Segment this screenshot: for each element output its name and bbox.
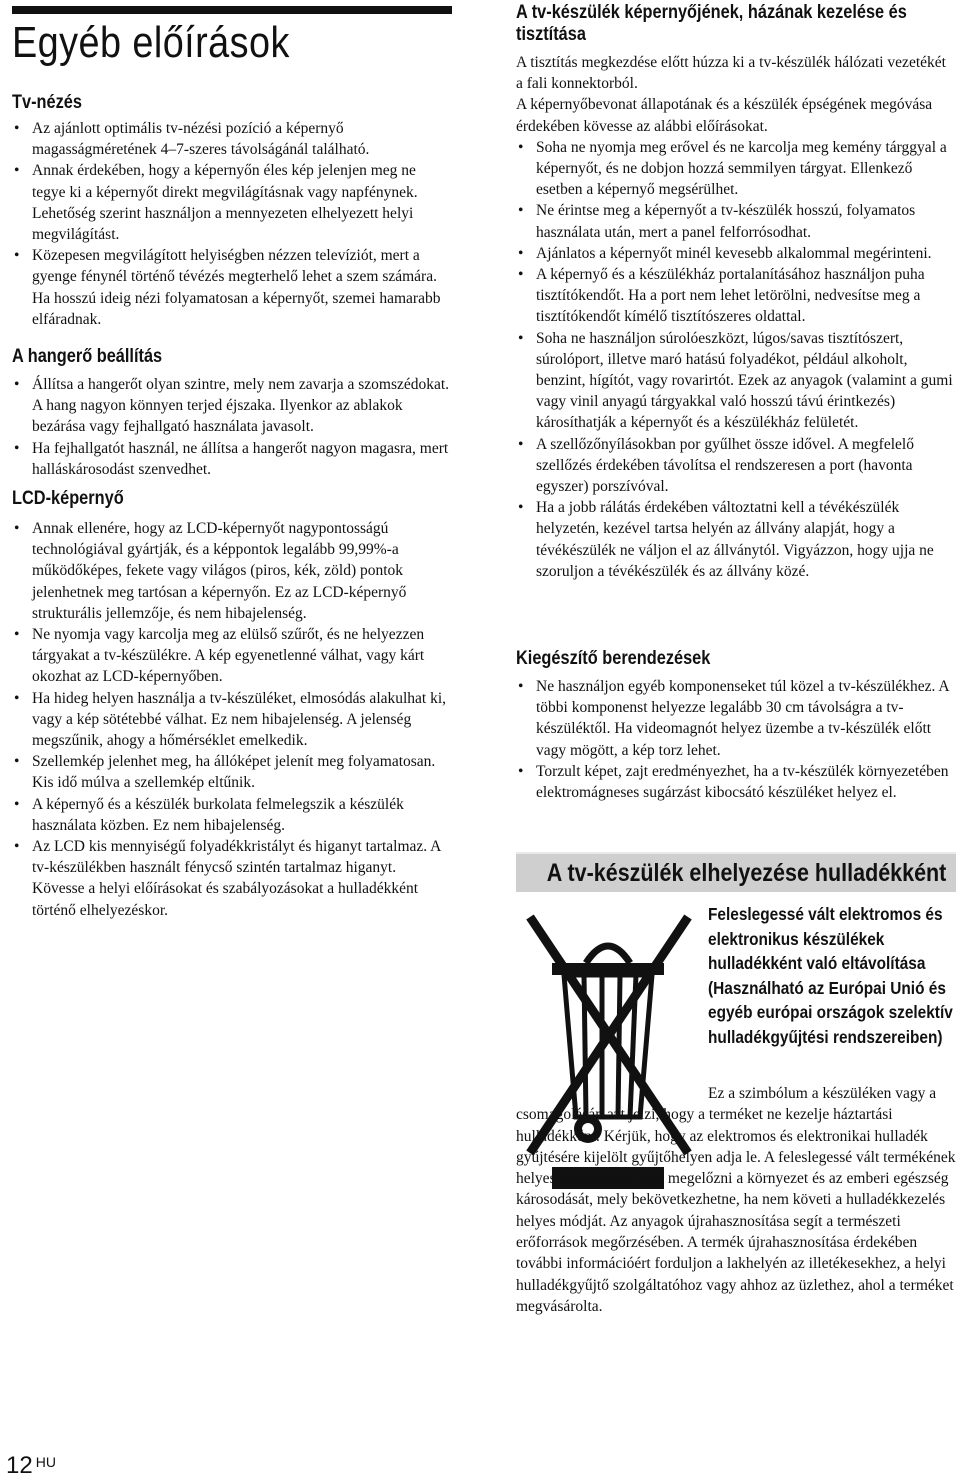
list-item: • Soha ne használjon súrolóeszközt, lúgos/savas tisztítószert, súrolóport, illetve maró hatású folyadékot, például alkoholt, benzint, hígítót, vagy rovarirtót. Ezek az anyagok (valamint a gumi vagy vinil anyagú tárgyakkal való hosszú távú érintkezés) károsíthatják a képernyőt és a készülékház felületét. bbox=[516, 328, 956, 434]
heading-kezeles: A tv-készülék képernyőjének, házának kezelése és tisztítása bbox=[516, 2, 907, 45]
list-item: • A szellőzőnyílásokban por gyűlhet össze idővel. A megfelelő szellőzés érdekében távolítsa el rendszeresen a port (havonta egyszer) porszívóval. bbox=[516, 434, 956, 498]
list-item: • Ha fejhallgatót használ, ne állítsa a hangerőt nagyon magasra, mert halláskárosodást szenvedhet. bbox=[12, 438, 452, 480]
list-item: • Ha hideg helyen használja a tv-készüléket, elmosódás alakulhat ki, vagy a kép sötétebbé válhat. Ez nem hibajelenség. A jelenség megszűnik, ahogy a hőmérséklet emelkedik. bbox=[12, 688, 452, 752]
kezeles-intro-2: A képernyőbevonat állapotának és a készülék épségének megóvása érdekében kövesse az alábbi előírásokat. bbox=[516, 96, 933, 135]
section-kiegeszito bbox=[516, 648, 956, 803]
list-hangero bbox=[12, 374, 452, 480]
list-item: • Ha a jobb rálátás érdekében változtatni kell a tévékészülék helyzetén, kezével tartsa helyén az állvány alapját, hogy a tévékészülék ne váljon el az állványtól. Vigyázzon, hogy ujja ne szoruljon a tévékészülék és az állvány közé. bbox=[516, 497, 956, 582]
heading-tv-nezes: Tv-nézés bbox=[12, 92, 82, 113]
heading-lcd: LCD-képernyő bbox=[12, 488, 124, 509]
list-item: • Közepesen megvilágított helyiségben nézzen televíziót, mert a gyenge fénynél történő tévézés megterhelő lehet a szem számára. Ha hosszú ideig nézi folyamatosan a képernyőt, szemei hamarabb elfáradnak. bbox=[12, 245, 452, 330]
title-rule bbox=[12, 6, 452, 14]
list-item: • Az ajánlott optimális tv-nézési pozíció a képernyő magasságméretének 4–7-szeres távolságánál található. bbox=[12, 118, 452, 160]
section-kezeles bbox=[516, 2, 956, 582]
list-item: • Annak ellenére, hogy az LCD-képernyőt nagypontosságú technológiával gyártják, és a képpontok legalább 99,99%-a működőképes, fekete vagy világos (piros, kék, zöld) pontok jelenhetnek meg tartósan a képernyőn. Ez az LCD-képernyő strukturális jellemzője, és nem hibajelenség. bbox=[12, 518, 452, 624]
disposal-heading-block bbox=[708, 902, 956, 1049]
list-kiegeszito bbox=[516, 676, 956, 803]
list-item: • Torzult képet, zajt eredményezhet, ha a tv-készülék környezetében elektromágneses sugárzást kibocsátó készüléket helyez el. bbox=[516, 761, 956, 803]
list-kezeles bbox=[516, 137, 956, 582]
list-item: • A képernyő és a készülékház portalanításához használjon puha tisztítókendőt. Ha a port nem lehet letörölni, nedvesítse meg a tisztítókendőt kímélő tisztítószeres oldattal. bbox=[516, 264, 956, 328]
list-item: • Ajánlatos a képernyőt minél kevesebb alkalommal megérinteni. bbox=[516, 243, 956, 264]
list-item: • Az LCD kis mennyiségű folyadékkristályt és higanyt tartalmaz. A tv-készülékben használt fénycső szintén tartalmaz higanyt. Kövesse a helyi előírásokat és szabályozásokat a hulladékként történő elhelyezéskor. bbox=[12, 836, 452, 921]
list-item: • Ne érintse meg a képernyőt a tv-készülék hosszú, folyamatos használata után, mert a panel felforrósodhat. bbox=[516, 200, 956, 242]
list-item: • A képernyő és a készülék burkolata felmelegszik a készülék használata közben. Ez nem hibajelenség. bbox=[12, 794, 452, 836]
heading-hangero: A hangerő beállítás bbox=[12, 346, 163, 367]
disposal-banner bbox=[516, 852, 956, 892]
list-item: • Soha ne nyomja meg erővel és ne karcolja meg kemény tárggyal a képernyőt, és ne dobjon hozzá semmilyen tárgyat. Ellenkező esetben a képernyő megsérülhet. bbox=[516, 137, 956, 201]
disposal-banner-title: A tv-készülék elhelyezése hulladékként bbox=[546, 859, 947, 887]
section-tv-nezes bbox=[12, 92, 452, 330]
section-hangero bbox=[12, 346, 452, 480]
list-tv-nezes bbox=[12, 118, 452, 330]
kezeles-intro-1: A tisztítás megkezdése előtt húzza ki a tv-készülék hálózati vezetékét a fali konnektorból. bbox=[516, 54, 946, 93]
section-lcd bbox=[12, 488, 452, 921]
list-item: • Ne nyomja vagy karcolja meg az elülső szűrőt, és ne helyezzen tárgyakat a tv-készülékre. A kép egyenetlenné válhat, vagy kárt okozhat az LCD-képernyőben. bbox=[12, 624, 452, 688]
page-number: 12 bbox=[6, 1452, 33, 1479]
list-item: • Ne használjon egyéb komponenseket túl közel a tv-készülékhez. A többi komponenst helyezze legalább 30 cm távolságra a tv-készüléktől. Ha videomagnót helyez üzembe a tv-készülék előtt vagy mögött, a kép torz lehet. bbox=[516, 676, 956, 761]
list-item: • Annak érdekében, hogy a képernyőn éles kép jelenjen meg ne tegye ki a képernyőt direkt megvilágításnak vagy napfénynek. Lehetőség szerint használjon a mennyezeten elhelyezett helyi megvilágítást. bbox=[12, 160, 452, 245]
page-footer bbox=[6, 1452, 56, 1480]
disposal-bold-heading: Feleslegessé vált elektromos és elektronikus készülékek hulladékként való eltávolítása (Használható az Európai Unió és egyéb európai országok szelektív hulladékgyűjtési rendszereiben) bbox=[708, 904, 953, 1047]
page-title: Egyéb előírások bbox=[12, 18, 290, 67]
list-item: • Szellemkép jelenhet meg, ha állóképet jelenít meg folyamatosan. Kis idő múlva a szellemkép eltűnik. bbox=[12, 751, 452, 793]
list-item: • Állítsa a hangerőt olyan szintre, mely nem zavarja a szomszédokat. A hang nagyon könnyen terjed éjszaka. Ilyenkor az ablakok bezárása vagy fejhallgató használata javasolt. bbox=[12, 374, 452, 438]
heading-kiegeszito: Kiegészítő berendezések bbox=[516, 648, 711, 669]
language-code: HU bbox=[35, 1454, 56, 1470]
list-lcd bbox=[12, 518, 452, 921]
disposal-body: Ez a szimbólum a készüléken vagy a csomagolásán azt jelzi, hogy a terméket ne kezelje háztartási hulladékként. Kérjük, hogy az elektromos és elektronikai hulladék gyűjtésére kijelölt gyűjtőhelyen adja le. A feleslegessé vált termékének helyes kezelésével segít megelőzni a környezet és az emberi egészség károsodását, mely bekövetkezhetne, ha nem követi a hulladékkezelés helyes módját. Az anyagok újrahasznosítása segít a természeti erőforrások megőrzésében. A termék újrahasznosítása érdekében további információért forduljon a lakhelyén az illetékesekhez, a helyi hulladékgyűjtő szolgáltatóhoz vagy ahhoz az üzlethez, ahol a terméket megvásárolta. bbox=[516, 1085, 956, 1315]
